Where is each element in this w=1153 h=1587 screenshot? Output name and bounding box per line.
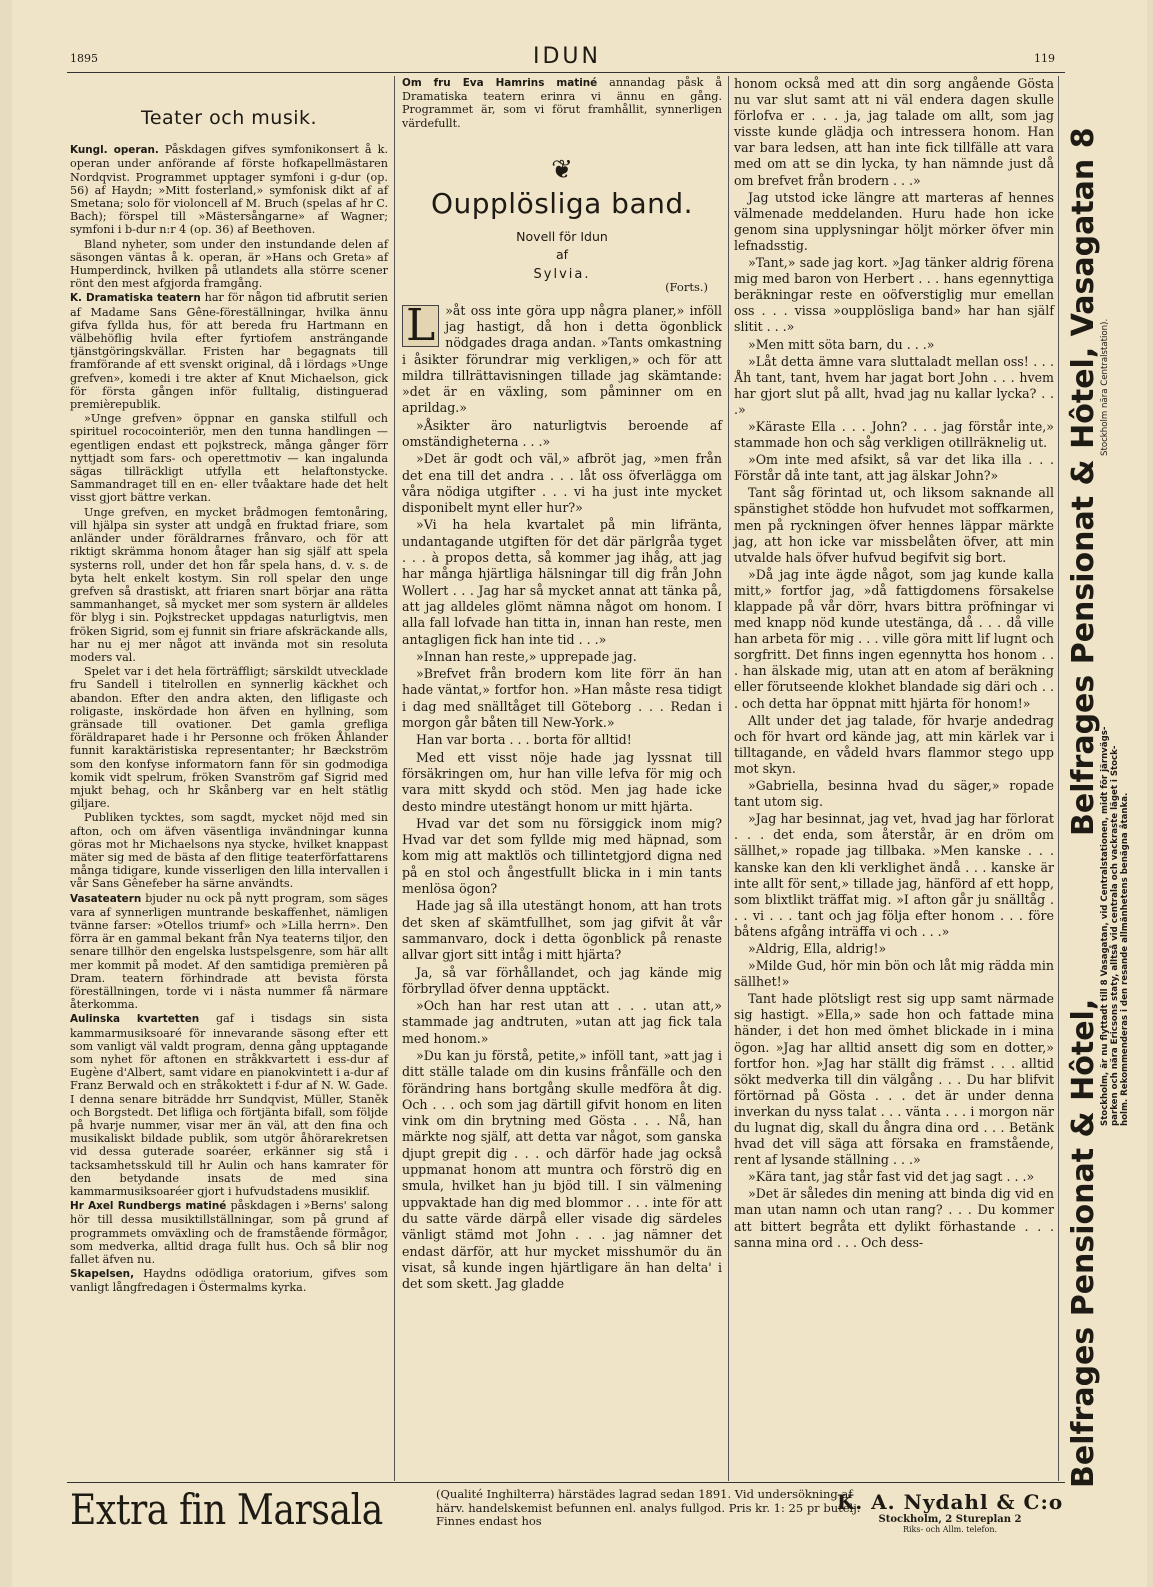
paragraph-text: Med ett visst nöje hade jag lyssnat till försäkringen om, hur han ville lefva för mig och vara mitt skydd och stöd. Men jag hade icke desto mindre utestängt honom ur mitt hjärta.	[402, 749, 722, 814]
article-paragraph	[70, 892, 388, 1012]
paragraph-lead: Skapelsen,	[70, 1268, 135, 1281]
article-paragraph	[70, 143, 388, 236]
story-paragraph	[402, 451, 722, 516]
story-paragraph	[402, 750, 722, 815]
story-paragraph: Tant såg förintad ut, och liksom saknande all spänstighet stödde hon hufvudet mot soffkarmen, men på ryckningen öfver hennes läppar märkte jag, att hon icke var missbelåten öfver, att min utvalde hals öfver hufvud begifvit sig bort.	[734, 485, 1054, 565]
header-year: 1895	[70, 52, 98, 65]
paragraph-text: påskdagen i »Berns' salong hör till dessa musiktillställningar, som på grund af programmets omväxling och de framstående förmågor, som medverka, alltid draga fullt hus. Och så blir nog fallet äfven nu.	[70, 1199, 388, 1267]
flower-ornament-icon: ❦	[551, 154, 573, 185]
story-subtitle: Novell för Idun	[516, 229, 608, 245]
paragraph-lead: Aulinska kvartetten	[70, 1013, 200, 1026]
intro-lead: Om fru Eva Hamrins matiné	[402, 77, 598, 89]
story-paragraph: »Då jag inte ägde något, som jag kunde kalla mitt,» fortfor jag, »då fattigdomens försakelse klappade på vår dörr, hvars bittra pröfningar vi med knapp nöd kunde utestänga, då . . . då ville han arbeta för mig . . . ville göra mitt lif lugnt och sorgfritt. Det finns ingen egennytta hos honom . . . han älskade mig, utan att en atom af beräkning eller förutseende klokhet blandade sig däri och . . . och detta har öppnat mitt hjärta för honom!»	[734, 566, 1054, 711]
ad-firm-name: K. A. Nydahl & C:o	[836, 1490, 1064, 1514]
paragraph-text: har för någon tid afbrutit serien af Madame Sans Gêne-föreställningar, hvilka ännu gifva fyllda hus, för att bereda fru Hartmann en välbehöflig hvila efter fyrtiofem ansträngande tjänstgöringskvällar. Fristen har begagnats till framförande af ett svenskt original, då i lördags »Unge grefven», komedi i tre akter af Knut Michaelson, gick för första gången inför fulltalig, distinguerad premièrepublik.	[70, 291, 388, 412]
side-advertisement	[1060, 76, 1130, 1506]
article-paragraph	[70, 665, 388, 810]
story-paragraph	[402, 418, 722, 451]
story-paragraph	[402, 666, 722, 731]
paragraph-text: »åt oss inte göra upp några planer,» inföll jag hastigt, då hon i detta ögonblick nödgades draga andan. »Tants omkastning i åsikter förundrar mig verkligen,» och för att mildra tillrättavisningen tillade jag skämtande: »det är en växling, som påminner om en aprildag.»	[402, 302, 722, 416]
story-paragraph: »Aldrig, Ella, aldrig!»	[748, 940, 887, 956]
paragraph-text: »Du kan ju förstå, petite,» inföll tant, »att jag i ditt ställe talade om din kusins frånfälle och den förändring hans bortgång skulle medföra åt dig. Och . . . och som jag därtill gifvit honom en liten vink om din brytning med Gösta . . . Nå, han märkte nog själf, att detta var något, som ganska djupt grepit dig . . . och därför hade jag också uppmanat honom att muntra och förströ dig en smula, hvilket han ju bjöd till. I sin välmening uppvaktade han dig med blommor . . . inte för att du satte värde därpå eller visade dig särdeles vänligt stämd mot John . . . jag nämner det endast därför, att hur mycket misshumör du än visat, så kunde ingen hjärtligare än han delta' i det som skett. Jag gladde	[402, 1047, 722, 1292]
header-rule	[67, 72, 1065, 73]
paragraph-lead: Vasateatern	[70, 892, 142, 905]
story-paragraph	[402, 816, 722, 897]
ad-description: (Qualité Inghilterra) härstädes lagrad sedan 1891. Vid undersökning af härv. handelskemist befunnen enl. analys fullgod. Pris kr. 1: 25 pr butelj. Finnes endast hos	[436, 1487, 861, 1528]
column-divider	[1058, 76, 1059, 1481]
paragraph-text: »Brefvet från brodern kom lite förr än han hade väntat,» fortfor hon. »Han måste resa tidigt i dag med snälltåget till Göteborg . . . Redan i morgon går båten till New-York.»	[402, 666, 722, 731]
continued-note: (Forts.)	[665, 280, 708, 295]
column-divider	[394, 76, 395, 1481]
story-body	[402, 299, 722, 1293]
drop-cap: L	[402, 305, 439, 347]
story-paragraph	[402, 517, 722, 647]
intro-text: annandag påsk å Dramatiska teatern erinra vi ännu en gång. Programmet är, som vi förut framhållit, synnerligen värdefullt.	[402, 76, 723, 130]
side-ad-headline-bottom: Belfrages Pensionat & Hôtel,	[1066, 998, 1101, 1488]
paragraph-lead: K. Dramatiska teatern	[70, 292, 201, 305]
page-number: 119	[1034, 52, 1055, 65]
paragraph-text: gaf i tisdags sin sista kammarmusiksoaré för innevarande säsong efter ett som vanligt väl valdt program, denna gång upptagande som nyhet för aftonen en stråkkvartett i ess-dur af Eugène d'Albert, samt vidare en pianokvintett i a-dur af Franz Berwald och en stråkoktett i f-dur af N. W. Gade. I denna senare biträdde hrr Sundqvist, Müller, Staněk och Borgstedt. Det lifliga och förtjänta bifall, som följde på hvarje nummer, visar mer än väl, att den fina och musikaliskt bildade publik, som utgör åhörarekretsen vid dessa guterade soaréer, erkänner sig stå i tacksamhetsskuld till hr Aulin och hans kamrater för den betydande insats de med sina kammarmusiksoaréer gjort i hufvudstadens musiklif.	[70, 1012, 388, 1199]
ad-vendor	[830, 1490, 1070, 1534]
paragraph-lead: Hr Axel Rundbergs matiné	[70, 1200, 227, 1213]
story-paragraph	[402, 299, 722, 417]
story-author: Sylvia.	[533, 267, 591, 283]
paragraph-text: Unge grefven, en mycket brådmogen femtonåring, vill hjälpa sin syster att undgå en fruktad friare, som anländer under föräldrarnes frånvaro, och för att riktigt skrämma honom åtager han sig själf att spela systerns roll, under det hon får spela hans, d. v. s. de byta helt enkelt kostym. Sin roll spelar den unge grefven så drastiskt, att friaren snart börjar ana rätta sammanhanget, så mycket mer som systern är alldeles för blyg i sin. Pojkstrecket uppdagas naturligtvis, men fröken Sigrid, som ej funnit sin friare afskräckande alls, har nu ej mer något att invända mot sin resoluta moders val.	[70, 505, 388, 664]
newspaper-page	[12, 0, 1147, 1587]
article-paragraph	[70, 811, 388, 890]
paragraph-text: »Vi ha hela kvartalet på min lifränta, undantagande utgiften för det där pärlgråa tyget . . . à propos detta, så kommer jag ihåg, att jag har många hjärtliga hälsningar till dig från John Wollert . . . Jag har så mycket annat att tänka på, att jag alldeles glömt nämna något om honom. I alla fall lofvade han titta in, innan han reste, men antagligen fick han inte tid . . .»	[402, 517, 722, 647]
paragraph-text: »Åsikter äro naturligtvis beroende af omständigheterna . . .»	[402, 417, 722, 449]
ad-telephone: Riks- och Allm. telefon.	[902, 1525, 998, 1534]
paragraph-text: Påskdagen gifves symfonikonsert å k. operan under anförande af förste hofkapellmästaren Nordqvist. Programmet upptager symfoni i g-dur (op. 56) af Haydn; »Mitt fosterland,» symfonisk dikt af af Smetana; solo för violoncell af M. Bruch (spelas af hr C. Bach); förspel till »Mästersångarne» af Wagner; symfoni i b-dur n:r 4 (op. 36) af Beethoven.	[70, 143, 388, 237]
paragraph-text: Spelet var i det hela förträffligt; särskildt utvecklade fru Sandell i titelrollen en synnerlig käckhet och abandon. Efter den andra akten, den lifligaste och roligaste, inskördade hon äfven en hyllning, som gränsade till ovationer. Det gamla grefliga föräldraparet hade i hr Personne och fröken Åhlander funnit karaktäristiska representanter; hr Bæckström som den konfyse informatorn fann för sin godmodiga komik vidt spelrum, fröken Svanström gaf Sigrid med mjukt behag, och hr Skånberg var en helt stätlig giljare.	[70, 665, 388, 811]
side-ad-note-line2: parken och nära Ericsons staty, alltså vid centrala och vackraste läget i Stock-	[1110, 745, 1120, 1126]
paragraph-text: Han var borta . . . borta för alltid!	[416, 732, 632, 748]
story-paragraph: »Men mitt söta barn, du . . .»	[748, 336, 935, 352]
story-paragraph: Allt under det jag talade, för hvarje andedrag och för hvart ord kände jag, att min kärlek var i tilltagande, en vådeld hvars flammor stego upp mot skyn.	[734, 712, 1054, 776]
column-story	[402, 76, 722, 1293]
paragraph-text: »Innan han reste,» upprepade jag.	[416, 648, 637, 664]
article-paragraph	[70, 291, 388, 411]
article-paragraph	[70, 238, 388, 291]
story-paragraph: »Jag har besinnat, jag vet, hvad jag har förlorat . . . det enda, som återstår, är en dröm om sällhet,» ropade jag tillbaka. »Men kanske . . . kanske kan den kli verklighet ändå . . . kanske är inte allt för sent,» tillade jag, hänförd af ett hopp, som blixtlikt träffat mig. »I afton går ju snälltåg . . . vi . . . tant och jag följa efter honom . . . före båtens afgång inträffa vi och . . .»	[734, 811, 1054, 939]
paragraph-text: »Och han har rest utan att . . . utan att,» stammade jag andtruten, »utan att jag fick tala med honom.»	[402, 998, 722, 1046]
paragraph-text: Haydns odödliga oratorium, gifves som vanligt långfredagen i Östermalms kyrka.	[70, 1267, 388, 1295]
story-paragraph	[402, 998, 722, 1047]
story-paragraph	[402, 965, 722, 998]
article-paragraph	[70, 506, 388, 664]
paragraph-text: »Unge grefven» öppnar en ganska stilfull och spirituel rococointeriör, men den tunna handlingen — egentligen endast ett pojkstreck, många gånger förr nyttjadt som fars- och operettmotiv — kan ingalunda sägas tillräckligt utfylla ett helaftonstycke. Sammandraget till en en- eller tvåaktare hade det helt visst gjort bättre verkan.	[70, 412, 388, 505]
paragraph-text: Hvad var det som nu försiggick inom mig? Hvad var det som fyllde mig med häpnad, som kom mig att maktlös och tillintetgjord digna ned på en stol och ångestfullt blicka in i min tants menlösa ögon?	[402, 815, 722, 897]
paragraph-text: bjuder nu ock på nytt program, som säges vara af synnerligen muntrande beskaffenhet, nämligen tvänne farser: »Otellos triumf» och »Lilla herrn». Den förra är en gammal bekant från Nya teaterns tiljor, den senare tillhör den engelska lustspelsgenre, som här allt mer kommit på modet. Af den samtidiga premièren på Dram. teatern förhindrade att bevista första föreställningen, torde vi i nästa nummer få närmare återkomma.	[70, 891, 388, 1012]
article-paragraph	[70, 1199, 388, 1266]
story-paragraph: »Det är således din mening att binda dig vid en man utan namn och utan rang? . . . Du kommer att bittert begråta ett dylikt förhastande . . . sanna mina ord . . . Och dess-	[734, 1186, 1054, 1250]
paragraph-text: Ja, så var förhållandet, och jag kände mig förbryllad öfver denna upptäckt.	[402, 964, 722, 996]
section-title: Teater och musik.	[140, 107, 318, 129]
story-paragraph: »Om inte med afsikt, så var det lika illa . . . Förstår då inte tant, att jag älskar John?»	[734, 452, 1054, 484]
story-paragraph: Jag utstod icke längre att marteras af hennes välmenade meddelanden. Huru hade hon icke genom sina upplysningar höljt mörker öfver min lefnadsstig.	[734, 189, 1054, 253]
story-paragraph: honom också med att din sorg angående Gösta nu var slut samt att ni väl endera dagen skulle förlofva er . . . ja, jag talade om allt, som jag visste kunde glädja och intressera honom. Han var bara ledsen, att han inte fick tillfälle att vara med om att se din lycka, ty han nämnde just då om brefvet från brodern . . .»	[734, 76, 1054, 188]
side-ad-note-top: Stockholm nära Centralstation).	[1100, 318, 1110, 456]
article-paragraph	[70, 1012, 388, 1198]
story-paragraph: »Milde Gud, hör min bön och låt mig rädda min sällhet!»	[734, 958, 1054, 990]
story-paragraph: »Käraste Ella . . . John? . . . jag förstår inte,» stammade hon och såg verkligen otillräknelig ut.	[734, 418, 1054, 451]
story-paragraph	[402, 1048, 722, 1292]
story-paragraph: Tant hade plötsligt rest sig upp samt närmade sig hastigt. »Ella,» sade hon och fattade mina händer, i det hon med ömhet blickade in i mina ögon. »Jag har alltid ansett dig som en dotter,» fortfor hon. »Jag har ställt dig främst . . . alltid sökt medverka till din välgång . . . Du har blifvit förtörnad på Gösta . . . det är under denna inverkan du nyss talat . . . vänta . . . i morgon när du lugnat dig, skall du ångra dina ord . . . Betänk hvad det vill säga att försaka en framstående, rent af lysande ställning . . .»	[734, 991, 1054, 1168]
article-paragraph	[70, 1267, 388, 1294]
side-ad-note-line1: Stockholm, är nu flyttadt till 8 Vasagatan, vid Centralstationen, midt för järnvägs-	[1100, 726, 1110, 1126]
bottom-advertisement	[70, 1486, 1070, 1546]
story-paragraph	[402, 898, 722, 963]
column-divider	[728, 76, 729, 1481]
ad-headline: Extra fin Marsala	[70, 1485, 383, 1534]
ad-address: Stockholm, 2 Stureplan 2	[878, 1514, 1022, 1525]
story-paragraph: »Kära tant, jag står fast vid det jag sagt . . .»	[748, 1169, 1035, 1185]
paragraph-text: Hade jag så illa utestängt honom, att han trots det sken af skämtfullhet, som jag gifvit åt vår sammanvaro, dock i detta ögonblick på renaste allvar gjort sitt intåg i mitt hjärta?	[402, 898, 722, 963]
story-paragraph: »Tant,» sade jag kort. »Jag tänker aldrig förena mig med baron von Herbert . . . hans egennyttiga beräkningar reste en oöfverstiglig mur emellan oss . . . vissa »oupplösliga band» har han själf slitit . . .»	[734, 255, 1054, 335]
side-ad-note-line3: holm. Rekommenderas i den resande allmänhetens benägna åtanka.	[1120, 792, 1130, 1126]
footer-rule	[67, 1482, 1065, 1483]
story-paragraph	[402, 732, 722, 748]
column-theatre-music	[70, 76, 388, 1296]
side-ad-headline-top: Belfrages Pensionat & Hôtel, Vasagatan 8	[1066, 127, 1101, 836]
story-by: af	[555, 247, 569, 263]
masthead-title: IDUN	[533, 44, 601, 69]
intro-notice	[402, 76, 722, 130]
column-story-continued	[734, 76, 1054, 1252]
story-paragraph	[402, 649, 722, 665]
section-body	[70, 143, 388, 1294]
story-title: Oupplösliga band.	[430, 187, 694, 221]
paragraph-lead: Kungl. operan.	[70, 144, 159, 157]
paragraph-text: »Det är godt och väl,» afbröt jag, »men från det ena till det andra . . . låt oss öfverlägga om våra nödiga utgifter . . . vi ha just inte mycket disponibelt mynt eller hur?»	[402, 451, 722, 516]
story-paragraph: »Gabriella, besinna hvad du säger,» ropade tant utom sig.	[734, 778, 1054, 810]
story-paragraph: »Låt detta ämne vara sluttaladt mellan oss! . . . Åh tant, tant, hvem har jagat bort John . . . hvem har gjort slut på allt, hvad jag nu kallar lycka? . . .»	[734, 353, 1054, 417]
paragraph-text: Publiken tycktes, som sagdt, mycket nöjd med sin afton, och om äfven väsentliga invändningar kunna göras mot hr Michaelsons nya stycke, hvilket knappast mäter sig med de bästa af den flitige teaterförfattarens många tidigare, kunde visserligen den lilla intervallen i vår Sans Gênefeber ha särne användts.	[70, 811, 388, 891]
article-paragraph	[70, 412, 388, 504]
paragraph-text: Bland nyheter, som under den instundande delen af säsongen väntas å k. operan, är »Hans och Greta» af Humperdinck, hvilken på utlandets alla större scener rönt den mest afgjorda framgång.	[70, 237, 388, 291]
